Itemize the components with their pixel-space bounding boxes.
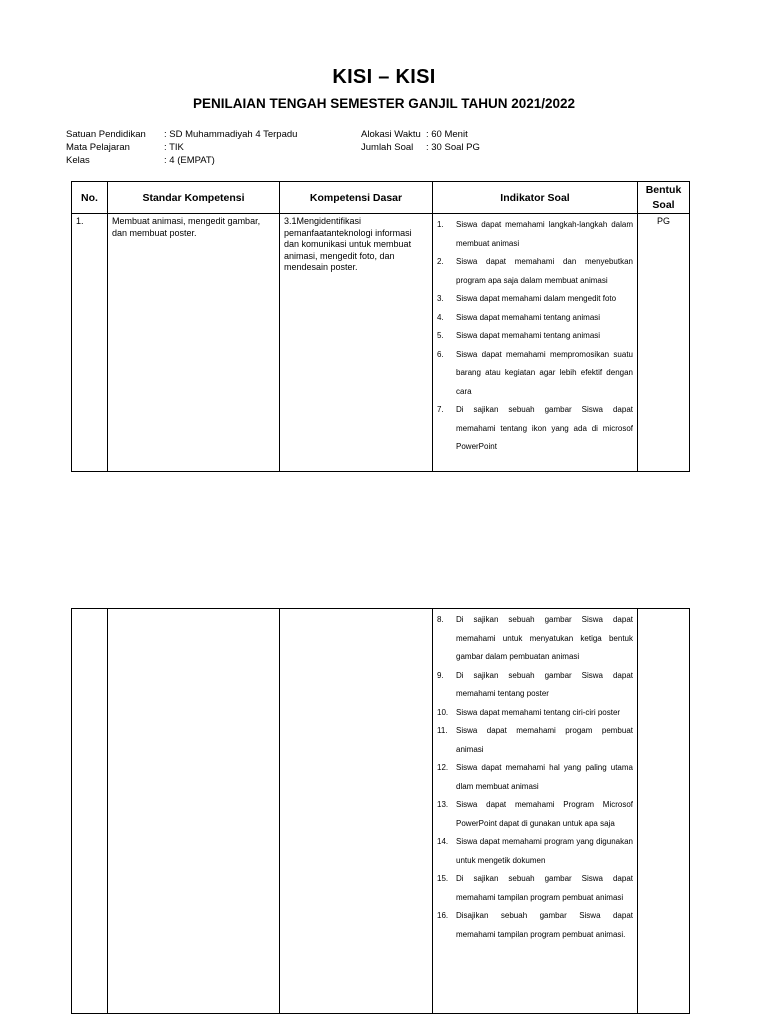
meta-label: Mata Pelajaran xyxy=(66,142,130,153)
kompetensi-dasar-text: 3.1Mengidentifikasi pemanfaatanteknologi informasi dan komunikasi untuk membuat animasi, mengedit foto, dan mendesain poster. xyxy=(284,216,412,272)
cell-kompetensi xyxy=(280,609,433,1014)
indicator-text: Di sajikan sebuah gambar Siswa dapat memahami tentang poster xyxy=(456,670,633,698)
document-subtitle: PENILAIAN TENGAH SEMESTER GANJIL TAHUN 2021/2022 xyxy=(192,96,576,111)
kisi-table-page1 xyxy=(71,181,690,472)
indicator-number: 3. xyxy=(437,294,444,303)
meta-value: : SD Muhammadiyah 4 Terpadu xyxy=(164,129,298,140)
meta-row-mapel xyxy=(66,141,297,154)
indicator-text: Siswa dapat memahami Program Microsof PowerPoint dapat di gunakan untuk apa saja xyxy=(456,800,633,828)
indicator-text: Siswa dapat memahami tentang animasi xyxy=(456,312,601,322)
indicator-item xyxy=(437,290,633,309)
meta-label: Satuan Pendidikan xyxy=(66,129,146,140)
cell-indikator xyxy=(433,609,638,1014)
indicator-item xyxy=(437,309,633,328)
indicator-item xyxy=(437,346,633,402)
meta-row-jumlah xyxy=(361,141,480,154)
indicator-number: 14. xyxy=(437,837,449,846)
meta-value: : 60 Menit xyxy=(426,129,468,140)
indicator-text: Di sajikan sebuah gambar Siswa dapat memahami tentang ikon yang ada di microsof PowerPoint xyxy=(456,405,633,451)
document-title: KISI – KISI xyxy=(332,66,436,88)
indicator-item xyxy=(437,722,633,759)
indicator-text: Siswa dapat memahami program yang digunakan untuk mengetik dokumen xyxy=(456,837,633,865)
indicator-text: Siswa dapat memahami dalam mengedit foto xyxy=(456,294,617,303)
cell-indikator xyxy=(433,214,638,472)
indicator-number: 12. xyxy=(437,763,449,772)
indicator-item xyxy=(437,253,633,290)
indicator-text: Siswa dapat memahami mempromosikan suatu barang atau kegiatan agar lebih efektif dengan cara xyxy=(456,349,633,396)
indicator-number: 9. xyxy=(437,670,444,680)
row-number: 1. xyxy=(76,216,84,226)
indicator-list-page1 xyxy=(433,214,637,457)
meta-row-satuan xyxy=(66,128,297,141)
meta-right-block xyxy=(361,128,480,154)
standar-kompetensi-text: Membuat animasi, mengedit gambar, dan membuat poster. xyxy=(112,216,261,238)
cell-no xyxy=(72,609,108,1014)
indicator-number: 13. xyxy=(437,800,449,809)
header-indikator-soal: Indikator Soal xyxy=(433,182,638,214)
indicator-number: 6. xyxy=(437,349,444,359)
cell-bentuk xyxy=(638,609,690,1014)
meta-left-block xyxy=(66,128,297,167)
indicator-number: 4. xyxy=(437,312,444,322)
indicator-text: Siswa dapat memahami tentang animasi xyxy=(456,331,601,340)
bentuk-soal-value: PG xyxy=(656,216,670,226)
meta-label: Jumlah Soal xyxy=(361,142,414,153)
cell-no xyxy=(72,214,108,472)
meta-label: Alokasi Waktu xyxy=(361,129,421,140)
table-row xyxy=(72,609,690,1014)
meta-value: : 30 Soal PG xyxy=(426,142,480,153)
indicator-number: 5. xyxy=(437,331,444,340)
indicator-list-page2 xyxy=(433,609,637,944)
indicator-item xyxy=(437,611,633,667)
table-row xyxy=(72,214,690,472)
indicator-number: 10. xyxy=(437,707,449,717)
header-kompetensi-dasar: Kompetensi Dasar xyxy=(280,182,433,214)
cell-kompetensi xyxy=(280,214,433,472)
header-no: No. xyxy=(72,182,108,214)
indicator-number: 7. xyxy=(437,405,444,414)
indicator-item xyxy=(437,667,633,704)
indicator-item xyxy=(437,759,633,796)
cell-standar xyxy=(108,214,280,472)
indicator-number: 2. xyxy=(437,257,444,266)
cell-bentuk xyxy=(638,214,690,472)
indicator-number: 8. xyxy=(437,615,444,624)
meta-row-alokasi xyxy=(361,128,480,141)
indicator-text: Siswa dapat memahami tentang ciri-ciri poster xyxy=(456,707,621,717)
indicator-item xyxy=(437,327,633,346)
table-header-row xyxy=(72,182,690,214)
kisi-table-page2 xyxy=(71,608,690,1014)
header-bentuk-soal: Bentuk Soal xyxy=(638,182,690,214)
indicator-number: 16. xyxy=(437,911,449,920)
indicator-item xyxy=(437,401,633,457)
indicator-item xyxy=(437,833,633,870)
indicator-text: Siswa dapat memahami progam pembuat animasi xyxy=(456,726,633,754)
indicator-text: Siswa dapat memahami dan menyebutkan program apa saja dalam membuat animasi xyxy=(456,257,633,285)
indicator-item xyxy=(437,704,633,723)
meta-label: Kelas xyxy=(66,155,90,166)
indicator-text: Siswa dapat memahami hal yang paling utama dlam membuat animasi xyxy=(456,763,633,791)
indicator-item xyxy=(437,216,633,253)
indicator-item xyxy=(437,907,633,944)
cell-standar xyxy=(108,609,280,1014)
meta-value: : TIK xyxy=(164,142,184,153)
indicator-number: 15. xyxy=(437,874,449,883)
indicator-item xyxy=(437,870,633,907)
indicator-text: Disajikan sebuah gambar Siswa dapat memahami tampilan program pembuat animasi. xyxy=(456,911,633,939)
indicator-text: Di sajikan sebuah gambar Siswa dapat memahami tampilan program pembuat animasi xyxy=(456,874,633,902)
indicator-item xyxy=(437,796,633,833)
indicator-text: Di sajikan sebuah gambar Siswa dapat memahami untuk menyatukan ketiga bentuk gambar dalam pembuatan animasi xyxy=(456,615,633,661)
indicator-number: 1. xyxy=(437,220,444,229)
header-standar-kompetensi: Standar Kompetensi xyxy=(108,182,280,214)
meta-value: : 4 (EMPAT) xyxy=(164,155,215,166)
indicator-text: Siswa dapat memahami langkah-langkah dalam membuat animasi xyxy=(456,220,633,248)
indicator-number: 11. xyxy=(437,726,448,735)
meta-row-kelas xyxy=(66,154,297,167)
